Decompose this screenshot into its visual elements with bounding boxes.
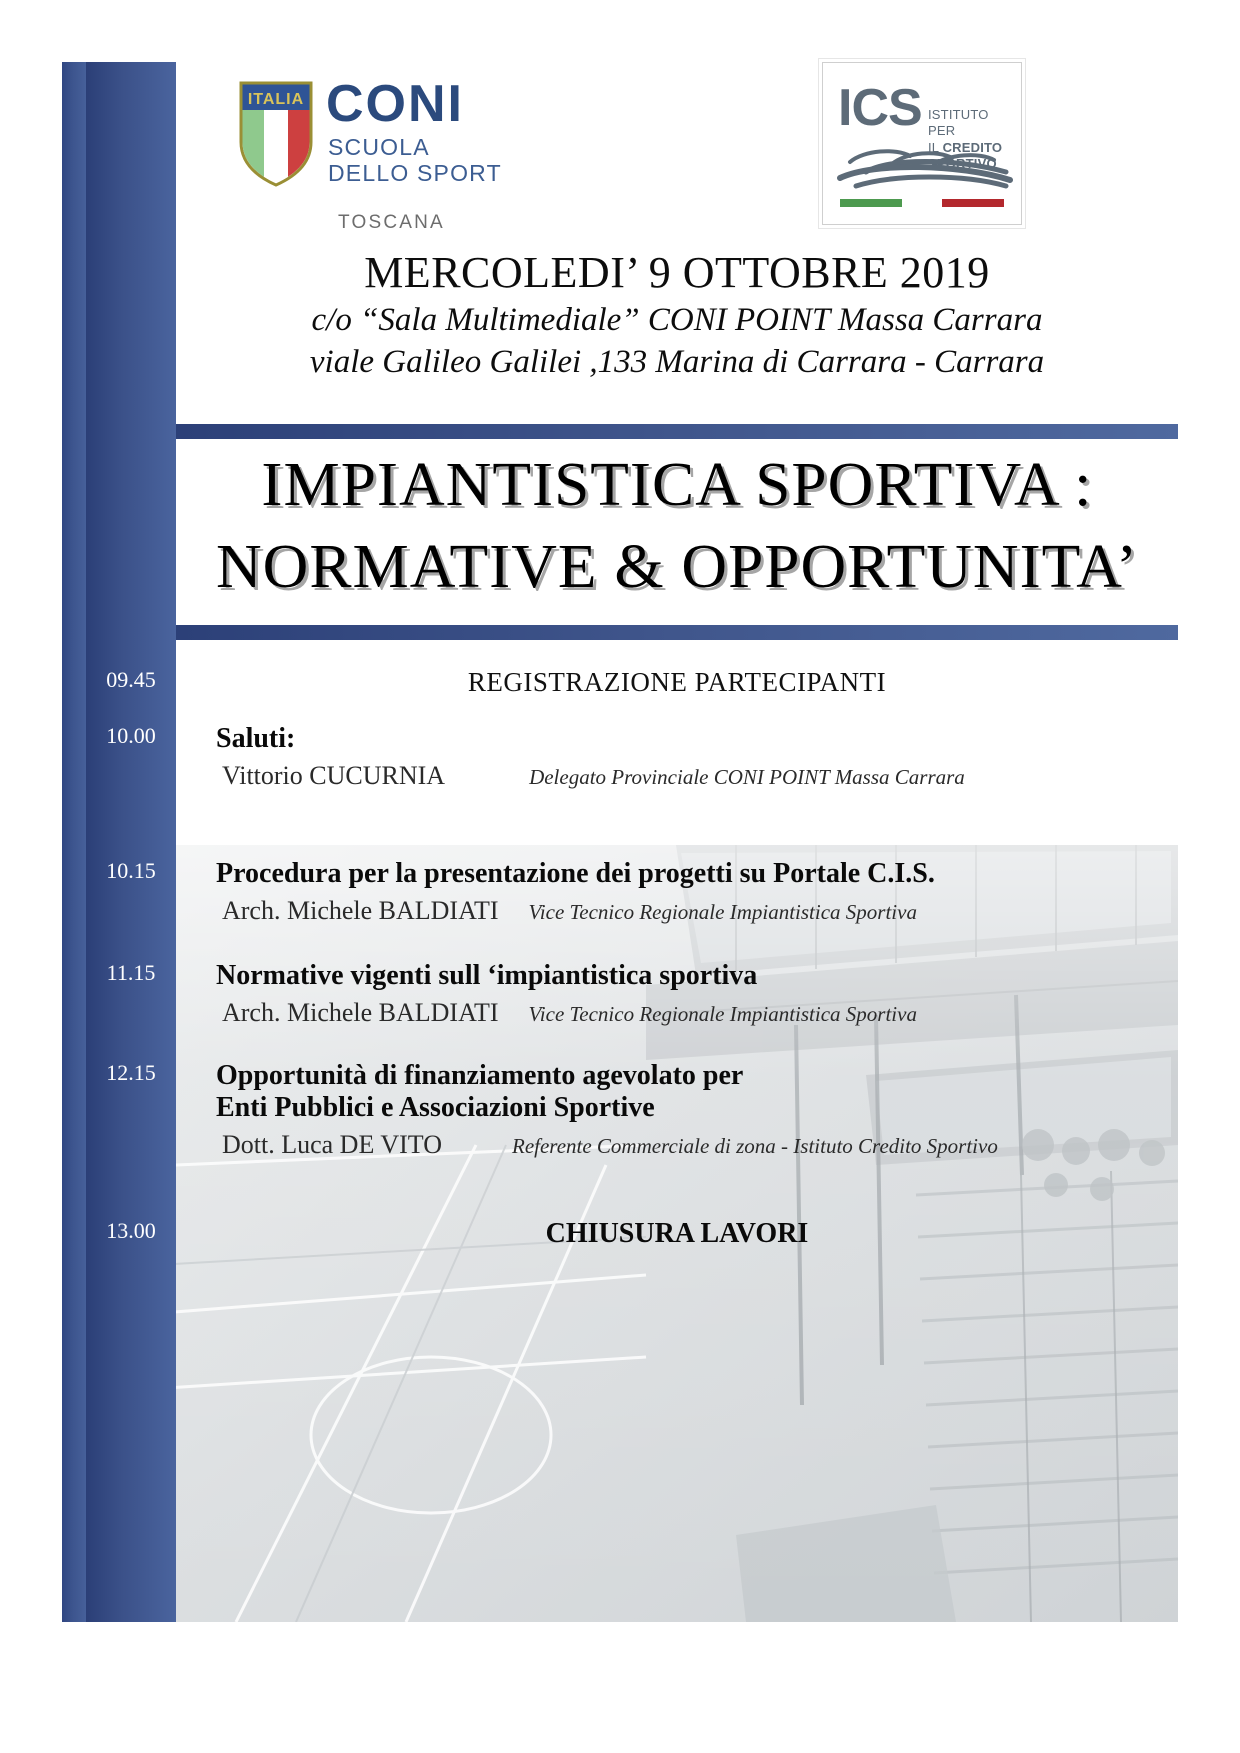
logo-header	[176, 62, 1178, 240]
event-date: MERCOLEDI’ 9 OTTOBRE 2019	[364, 248, 990, 297]
schedule-time: 09.45	[106, 667, 156, 692]
schedule-speaker: Arch. Michele BALDIATI	[222, 896, 499, 925]
page-title	[176, 445, 1178, 609]
schedule-time: 11.15	[106, 960, 156, 985]
event-venue: c/o “Sala Multimediale” CONI POINT Massa Carrara	[311, 301, 1043, 338]
separator-bar-top	[176, 424, 1178, 439]
separator-bar-bottom	[176, 625, 1178, 640]
ics-ripple-icon	[834, 139, 1014, 190]
svg-text:ITALIA: ITALIA	[247, 91, 305, 108]
schedule-row	[106, 858, 1178, 926]
page-title-line2: NORMATIVE & OPPORTUNITA’	[215, 532, 1139, 601]
schedule-row	[106, 960, 1178, 1028]
schedule-heading: Saluti:	[216, 723, 296, 754]
coni-logo	[238, 72, 568, 237]
schedule-role: Vice Tecnico Regionale Impiantistica Sportiva	[528, 1002, 917, 1026]
schedule-role: Delegato Provinciale CONI POINT Massa Carrara	[529, 765, 965, 789]
coni-wordmark: CONI	[326, 75, 464, 133]
schedule-heading: Procedura per la presentazione dei progetti su Portale C.I.S.	[216, 858, 935, 889]
ics-tagline-line3: SPORTIVO	[928, 155, 997, 171]
schedule-role: Vice Tecnico Regionale Impiantistica Sportiva	[528, 900, 917, 924]
event-address: viale Galileo Galilei ,133 Marina di Carrara - Carrara	[309, 344, 1045, 381]
coni-subtitle	[328, 134, 502, 187]
schedule-text: CHIUSURA LAVORI	[545, 1218, 809, 1249]
coni-subtitle-line2: DELLO SPORT	[328, 160, 502, 187]
italia-shield-icon	[238, 80, 314, 188]
schedule-speaker: Dott. Luca DE VITO	[222, 1130, 442, 1159]
coni-region-label: TOSCANA	[338, 212, 445, 233]
schedule-speaker: Arch. Michele BALDIATI	[222, 998, 499, 1027]
schedule-heading: Normative vigenti sull ‘impiantistica sportiva	[216, 960, 758, 991]
schedule-row	[106, 723, 1178, 791]
schedule-role: Referente Commerciale di zona - Istituto Credito Sportivo	[512, 1134, 998, 1158]
schedule-time: 13.00	[106, 1218, 156, 1243]
schedule-row	[106, 667, 1178, 698]
event-header	[176, 248, 1178, 384]
schedule-time: 10.00	[106, 723, 156, 748]
programme-schedule	[106, 645, 1178, 1622]
coni-subtitle-line1: SCUOLA	[328, 134, 430, 160]
ics-tagline-line1: ISTITUTO PER	[928, 107, 989, 139]
schedule-row	[106, 1218, 1178, 1250]
ics-logo	[822, 62, 1022, 225]
page-title-line1: IMPIANTISTICA SPORTIVA :	[261, 451, 1093, 519]
schedule-heading-2: Enti Pubblici e Associazioni Sportive	[216, 1092, 655, 1123]
schedule-speaker: Vittorio CUCURNIA	[222, 761, 446, 790]
schedule-time: 10.15	[106, 858, 156, 883]
schedule-text: REGISTRAZIONE PARTECIPANTI	[467, 667, 887, 697]
schedule-time: 12.15	[106, 1060, 156, 1085]
left-accent-rail	[62, 62, 86, 1622]
ics-green-bar	[840, 199, 902, 207]
ics-tagline-line2: IL CREDITO	[928, 139, 1003, 155]
ics-red-bar	[942, 199, 1004, 207]
schedule-row	[106, 1060, 1178, 1160]
schedule-heading: Opportunità di finanziamento agevolato per	[216, 1060, 744, 1091]
ics-wordmark: ICS	[838, 79, 922, 137]
